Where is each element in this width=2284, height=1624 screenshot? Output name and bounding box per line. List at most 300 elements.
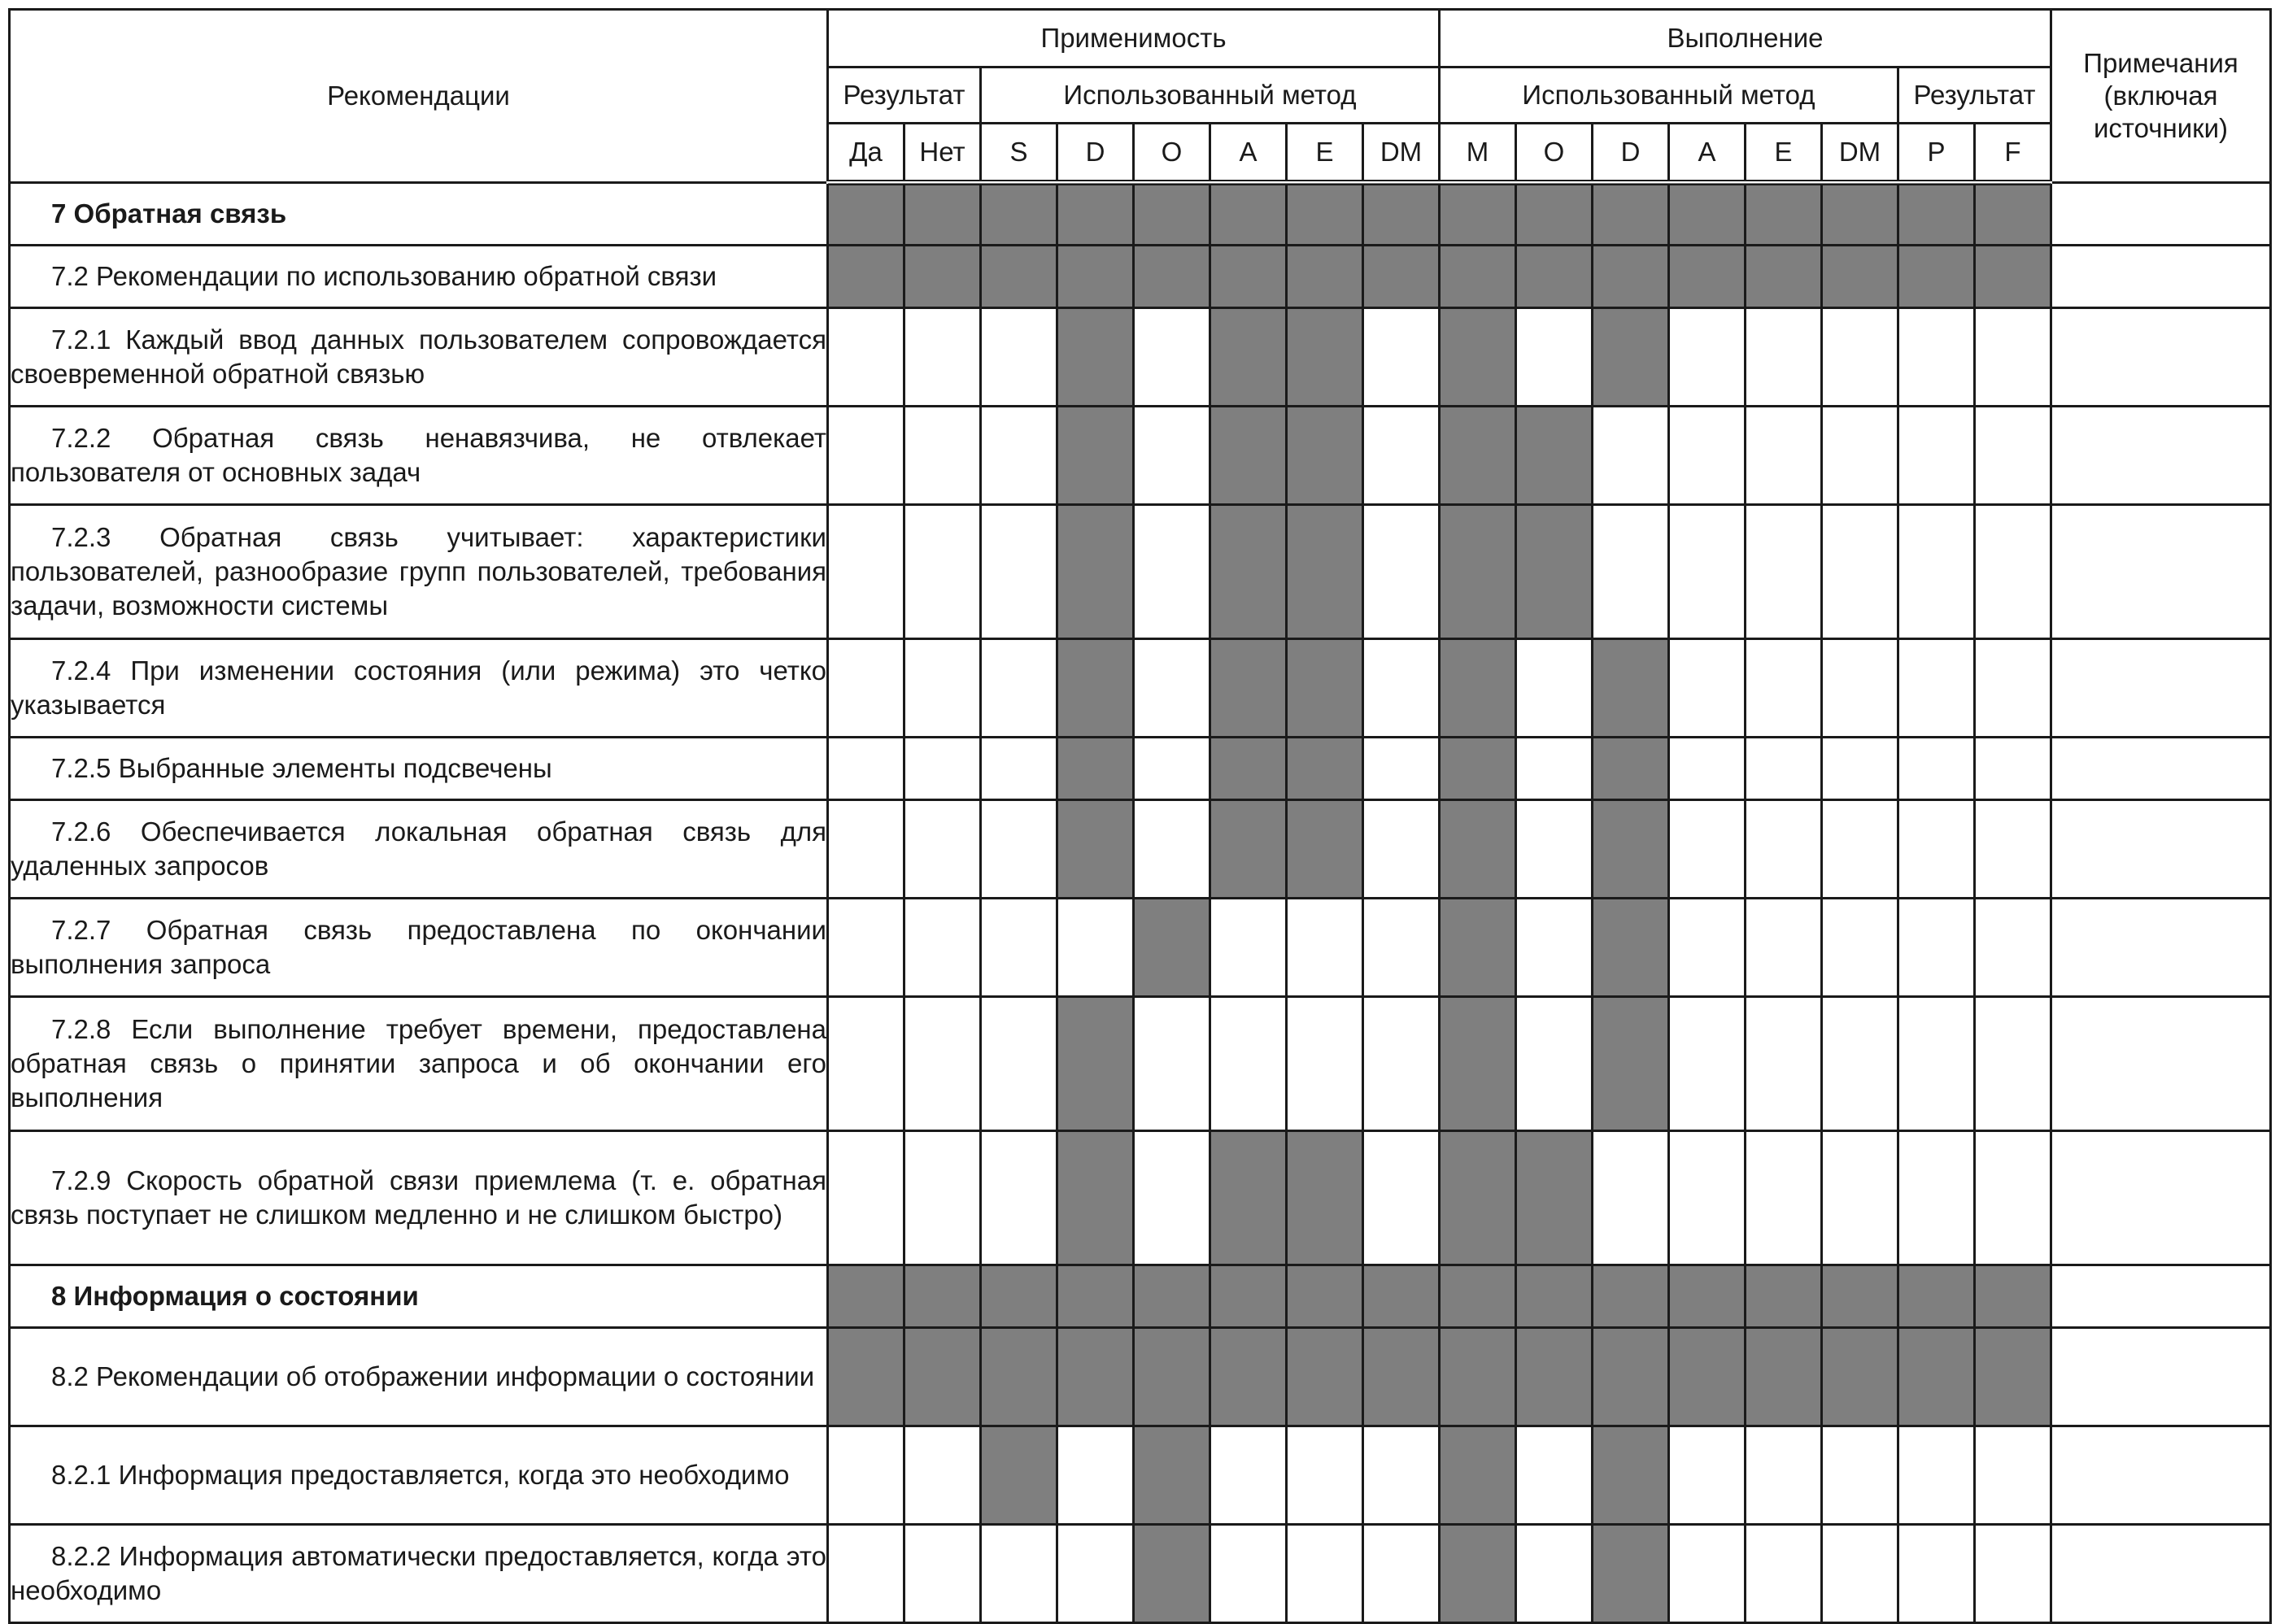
shaded-cell-app-d: [1057, 1328, 1134, 1426]
shaded-cell-exe-o: [1516, 1328, 1593, 1426]
mark-cell-exe-e[interactable]: [1746, 407, 1822, 505]
recommendation-cell: [10, 738, 828, 800]
col-header-exe-m: M: [1440, 124, 1516, 183]
table-row: [10, 899, 2271, 997]
shaded-cell-app-no: [904, 1265, 981, 1328]
mark-cell-app-dm[interactable]: [1363, 738, 1440, 800]
mark-cell-app-yes[interactable]: [828, 738, 904, 800]
mark-cell-exe-f[interactable]: [1975, 308, 2051, 407]
col-header-exe-d: D: [1593, 124, 1669, 183]
mark-cell-exe-p[interactable]: [1898, 407, 1975, 505]
col-header-exe-a: A: [1669, 124, 1746, 183]
mark-cell-app-dm[interactable]: [1363, 505, 1440, 639]
shaded-cell-app-a: [1210, 246, 1287, 308]
recommendation-cell: [10, 1426, 828, 1525]
mark-cell-app-dm[interactable]: [1363, 1426, 1440, 1525]
shaded-cell-exe-m: [1440, 1426, 1516, 1525]
shaded-cell-exe-dm: [1822, 1265, 1898, 1328]
execution-header: Выполнение: [1440, 10, 2051, 67]
mark-cell-exe-a[interactable]: [1669, 899, 1746, 997]
mark-cell-exe-a[interactable]: [1669, 800, 1746, 899]
mark-cell-exe-dm[interactable]: [1822, 899, 1898, 997]
mark-cell-exe-o[interactable]: [1516, 308, 1593, 407]
recommendation-cell: [10, 407, 828, 505]
recommendation-cell: [10, 899, 828, 997]
shaded-cell-exe-m: [1440, 1328, 1516, 1426]
mark-cell-app-o[interactable]: [1134, 738, 1210, 800]
mark-cell-exe-e[interactable]: [1746, 738, 1822, 800]
execution-result-header: Результат: [1898, 67, 2051, 124]
shaded-cell-exe-m: [1440, 246, 1516, 308]
shaded-cell-exe-o: [1516, 505, 1593, 639]
table-row: [10, 639, 2271, 738]
shaded-cell-exe-d: [1593, 639, 1669, 738]
mark-cell-exe-o[interactable]: [1516, 997, 1593, 1131]
shaded-cell-exe-dm: [1822, 183, 1898, 246]
mark-cell-exe-dm[interactable]: [1822, 997, 1898, 1131]
mark-cell-exe-a[interactable]: [1669, 505, 1746, 639]
mark-cell-exe-e[interactable]: [1746, 1525, 1822, 1623]
mark-cell-app-no[interactable]: [904, 308, 981, 407]
shaded-cell-app-a: [1210, 1265, 1287, 1328]
mark-cell-app-o[interactable]: [1134, 1131, 1210, 1265]
mark-cell-app-dm[interactable]: [1363, 899, 1440, 997]
mark-cell-app-no[interactable]: [904, 407, 981, 505]
table-row: [10, 997, 2271, 1131]
shaded-cell-exe-d: [1593, 1328, 1669, 1426]
mark-cell-exe-dm[interactable]: [1822, 407, 1898, 505]
recommendation-text: 8 Информация о состоянии: [51, 1281, 419, 1311]
mark-cell-exe-dm[interactable]: [1822, 505, 1898, 639]
recommendation-text: 7.2.3 Обратная связь учитывает: характеристики пользователей, разнообразие групп пользователей, требования задачи, возможности системы: [11, 522, 826, 620]
col-header-app-o: O: [1134, 124, 1210, 183]
mark-cell-app-yes[interactable]: [828, 800, 904, 899]
shaded-cell-exe-m: [1440, 407, 1516, 505]
mark-cell-exe-o[interactable]: [1516, 639, 1593, 738]
notes-cell[interactable]: [2051, 183, 2271, 246]
shaded-cell-app-o: [1134, 1426, 1210, 1525]
shaded-cell-app-a: [1210, 738, 1287, 800]
mark-cell-exe-e[interactable]: [1746, 505, 1822, 639]
mark-cell-exe-p[interactable]: [1898, 308, 1975, 407]
shaded-cell-app-a: [1210, 1328, 1287, 1426]
mark-cell-exe-o[interactable]: [1516, 1525, 1593, 1623]
shaded-cell-app-s: [981, 1265, 1057, 1328]
mark-cell-exe-p[interactable]: [1898, 505, 1975, 639]
mark-cell-app-no[interactable]: [904, 997, 981, 1131]
mark-cell-exe-o[interactable]: [1516, 738, 1593, 800]
shaded-cell-app-o: [1134, 1525, 1210, 1623]
shaded-cell-app-e: [1287, 1328, 1363, 1426]
mark-cell-app-d[interactable]: [1057, 1525, 1134, 1623]
mark-cell-exe-e[interactable]: [1746, 899, 1822, 997]
shaded-cell-app-yes: [828, 246, 904, 308]
recommendation-text: 7.2.2 Обратная связь ненавязчива, не отвлекает пользователя от основных задач: [11, 423, 826, 487]
mark-cell-exe-p[interactable]: [1898, 997, 1975, 1131]
mark-cell-exe-a[interactable]: [1669, 639, 1746, 738]
mark-cell-app-d[interactable]: [1057, 899, 1134, 997]
shaded-cell-app-d: [1057, 800, 1134, 899]
mark-cell-app-s[interactable]: [981, 1525, 1057, 1623]
mark-cell-exe-p[interactable]: [1898, 1131, 1975, 1265]
mark-cell-exe-a[interactable]: [1669, 1131, 1746, 1265]
recommendation-text: 7.2.8 Если выполнение требует времени, предоставлена обратная связь о принятии запроса и об окончании его выполнения: [11, 1014, 826, 1112]
recommendation-cell: [10, 997, 828, 1131]
recommendation-text: 7.2.9 Скорость обратной связи приемлема (т. е. обратная связь поступает не слишком медленно и не слишком быстро): [11, 1165, 826, 1230]
mark-cell-exe-dm[interactable]: [1822, 1525, 1898, 1623]
mark-cell-exe-dm[interactable]: [1822, 800, 1898, 899]
recommendation-cell: [10, 505, 828, 639]
mark-cell-app-e[interactable]: [1287, 997, 1363, 1131]
mark-cell-exe-e[interactable]: [1746, 308, 1822, 407]
mark-cell-exe-dm[interactable]: [1822, 738, 1898, 800]
mark-cell-app-no[interactable]: [904, 1525, 981, 1623]
shaded-cell-app-e: [1287, 800, 1363, 899]
mark-cell-app-yes[interactable]: [828, 997, 904, 1131]
mark-cell-app-dm[interactable]: [1363, 407, 1440, 505]
mark-cell-app-o[interactable]: [1134, 407, 1210, 505]
shaded-cell-app-d: [1057, 997, 1134, 1131]
shaded-cell-exe-o: [1516, 183, 1593, 246]
shaded-cell-exe-f: [1975, 1265, 2051, 1328]
mark-cell-app-no[interactable]: [904, 1131, 981, 1265]
mark-cell-exe-d[interactable]: [1593, 505, 1669, 639]
mark-cell-app-a[interactable]: [1210, 997, 1287, 1131]
recommendation-cell: [10, 308, 828, 407]
notes-cell[interactable]: [2051, 407, 2271, 505]
shaded-cell-exe-a: [1669, 183, 1746, 246]
shaded-cell-app-s: [981, 1426, 1057, 1525]
shaded-cell-app-d: [1057, 183, 1134, 246]
shaded-cell-app-a: [1210, 407, 1287, 505]
shaded-cell-exe-m: [1440, 997, 1516, 1131]
applicability-header: Применимость: [828, 10, 1440, 67]
mark-cell-app-s[interactable]: [981, 800, 1057, 899]
shaded-cell-app-d: [1057, 505, 1134, 639]
notes-cell[interactable]: [2051, 1131, 2271, 1265]
table-row: [10, 1525, 2271, 1623]
mark-cell-app-e[interactable]: [1287, 899, 1363, 997]
table-row: [10, 1426, 2271, 1525]
notes-cell[interactable]: [2051, 997, 2271, 1131]
shaded-cell-app-s: [981, 183, 1057, 246]
mark-cell-app-s[interactable]: [981, 738, 1057, 800]
shaded-cell-app-e: [1287, 639, 1363, 738]
mark-cell-app-no[interactable]: [904, 505, 981, 639]
mark-cell-app-o[interactable]: [1134, 505, 1210, 639]
mark-cell-exe-p[interactable]: [1898, 738, 1975, 800]
shaded-cell-exe-a: [1669, 1328, 1746, 1426]
shaded-cell-exe-f: [1975, 246, 2051, 308]
shaded-cell-app-no: [904, 183, 981, 246]
col-header-app-e: E: [1287, 124, 1363, 183]
mark-cell-exe-e[interactable]: [1746, 997, 1822, 1131]
notes-cell[interactable]: [2051, 1426, 2271, 1525]
table-row: [10, 738, 2271, 800]
applicability-result-header: Результат: [828, 67, 981, 124]
recommendation-cell: [10, 800, 828, 899]
shaded-cell-exe-d: [1593, 738, 1669, 800]
mark-cell-exe-o[interactable]: [1516, 800, 1593, 899]
shaded-cell-exe-e: [1746, 1265, 1822, 1328]
mark-cell-app-no[interactable]: [904, 738, 981, 800]
shaded-cell-app-e: [1287, 1131, 1363, 1265]
mark-cell-app-s[interactable]: [981, 308, 1057, 407]
mark-cell-exe-f[interactable]: [1975, 899, 2051, 997]
mark-cell-app-d[interactable]: [1057, 1426, 1134, 1525]
mark-cell-exe-f[interactable]: [1975, 505, 2051, 639]
mark-cell-app-yes[interactable]: [828, 407, 904, 505]
recommendation-text: 7.2.4 При изменении состояния (или режима) это четко указывается: [11, 655, 826, 720]
notes-cell[interactable]: [2051, 800, 2271, 899]
shaded-cell-exe-m: [1440, 1525, 1516, 1623]
mark-cell-exe-f[interactable]: [1975, 639, 2051, 738]
mark-cell-app-no[interactable]: [904, 639, 981, 738]
mark-cell-app-dm[interactable]: [1363, 997, 1440, 1131]
recommendation-cell: [10, 1131, 828, 1265]
mark-cell-exe-f[interactable]: [1975, 1131, 2051, 1265]
shaded-cell-exe-a: [1669, 246, 1746, 308]
mark-cell-exe-p[interactable]: [1898, 1525, 1975, 1623]
mark-cell-app-no[interactable]: [904, 899, 981, 997]
shaded-cell-exe-m: [1440, 308, 1516, 407]
mark-cell-app-yes[interactable]: [828, 639, 904, 738]
shaded-cell-exe-m: [1440, 183, 1516, 246]
mark-cell-exe-dm[interactable]: [1822, 1426, 1898, 1525]
mark-cell-exe-f[interactable]: [1975, 1525, 2051, 1623]
recommendation-text: 8.2 Рекомендации об отображении информации о состоянии: [51, 1361, 815, 1391]
shaded-cell-app-e: [1287, 738, 1363, 800]
shaded-cell-exe-f: [1975, 1328, 2051, 1426]
recommendation-cell: [10, 639, 828, 738]
shaded-cell-exe-f: [1975, 183, 2051, 246]
recommendations-header: Рекомендации: [10, 10, 828, 183]
mark-cell-exe-a[interactable]: [1669, 997, 1746, 1131]
shaded-cell-app-o: [1134, 183, 1210, 246]
shaded-cell-app-e: [1287, 308, 1363, 407]
shaded-cell-app-d: [1057, 639, 1134, 738]
recommendation-cell: [10, 1265, 828, 1328]
notes-cell[interactable]: [2051, 1328, 2271, 1426]
mark-cell-app-yes[interactable]: [828, 1525, 904, 1623]
shaded-cell-exe-d: [1593, 899, 1669, 997]
mark-cell-exe-d[interactable]: [1593, 407, 1669, 505]
shaded-cell-app-d: [1057, 407, 1134, 505]
mark-cell-app-yes[interactable]: [828, 899, 904, 997]
mark-cell-app-dm[interactable]: [1363, 308, 1440, 407]
mark-cell-app-yes[interactable]: [828, 308, 904, 407]
mark-cell-exe-a[interactable]: [1669, 308, 1746, 407]
mark-cell-app-yes[interactable]: [828, 1426, 904, 1525]
shaded-cell-app-e: [1287, 246, 1363, 308]
mark-cell-app-s[interactable]: [981, 899, 1057, 997]
recommendation-text: 7.2.1 Каждый ввод данных пользователем сопровождается своевременной обратной связью: [11, 324, 826, 389]
shaded-cell-app-dm: [1363, 1328, 1440, 1426]
mark-cell-app-dm[interactable]: [1363, 639, 1440, 738]
recommendation-text: 7.2.6 Обеспечивается локальная обратная связь для удаленных запросов: [11, 816, 826, 881]
notes-cell[interactable]: [2051, 1265, 2271, 1328]
notes-cell[interactable]: [2051, 639, 2271, 738]
table-row: [10, 505, 2271, 639]
mark-cell-exe-e[interactable]: [1746, 800, 1822, 899]
shaded-cell-exe-dm: [1822, 1328, 1898, 1426]
col-header-exe-o: O: [1516, 124, 1593, 183]
mark-cell-exe-a[interactable]: [1669, 1525, 1746, 1623]
shaded-cell-app-o: [1134, 1328, 1210, 1426]
mark-cell-app-a[interactable]: [1210, 1525, 1287, 1623]
notes-cell[interactable]: [2051, 1525, 2271, 1623]
mark-cell-exe-o[interactable]: [1516, 1426, 1593, 1525]
mark-cell-app-o[interactable]: [1134, 997, 1210, 1131]
shaded-cell-exe-d: [1593, 800, 1669, 899]
mark-cell-app-dm[interactable]: [1363, 1131, 1440, 1265]
mark-cell-exe-d[interactable]: [1593, 1131, 1669, 1265]
mark-cell-exe-f[interactable]: [1975, 997, 2051, 1131]
mark-cell-app-o[interactable]: [1134, 800, 1210, 899]
shaded-cell-exe-o: [1516, 246, 1593, 308]
notes-header: Примечания (включая источники): [2051, 10, 2271, 183]
shaded-cell-app-e: [1287, 407, 1363, 505]
mark-cell-app-o[interactable]: [1134, 308, 1210, 407]
shaded-cell-exe-o: [1516, 1131, 1593, 1265]
recommendation-text: 7 Обратная связь: [51, 198, 287, 229]
mark-cell-exe-f[interactable]: [1975, 738, 2051, 800]
mark-cell-app-s[interactable]: [981, 407, 1057, 505]
shaded-cell-app-d: [1057, 308, 1134, 407]
notes-cell[interactable]: [2051, 738, 2271, 800]
mark-cell-app-e[interactable]: [1287, 1525, 1363, 1623]
shaded-cell-exe-p: [1898, 183, 1975, 246]
table-row: [10, 407, 2271, 505]
recommendations-checklist-table: [8, 8, 2272, 1624]
col-header-exe-dm: DM: [1822, 124, 1898, 183]
mark-cell-exe-o[interactable]: [1516, 899, 1593, 997]
mark-cell-app-yes[interactable]: [828, 505, 904, 639]
shaded-cell-app-a: [1210, 308, 1287, 407]
notes-cell[interactable]: [2051, 899, 2271, 997]
mark-cell-app-dm[interactable]: [1363, 800, 1440, 899]
shaded-cell-exe-o: [1516, 407, 1593, 505]
mark-cell-exe-e[interactable]: [1746, 1426, 1822, 1525]
document-page: [8, 8, 2272, 1624]
shaded-cell-app-e: [1287, 183, 1363, 246]
mark-cell-exe-f[interactable]: [1975, 407, 2051, 505]
shaded-cell-app-o: [1134, 246, 1210, 308]
col-header-exe-e: E: [1746, 124, 1822, 183]
table-row: [10, 800, 2271, 899]
shaded-cell-exe-d: [1593, 1426, 1669, 1525]
shaded-cell-app-a: [1210, 639, 1287, 738]
recommendation-text: 7.2.7 Обратная связь предоставлена по окончании выполнения запроса: [11, 915, 826, 979]
shaded-cell-app-s: [981, 1328, 1057, 1426]
mark-cell-exe-f[interactable]: [1975, 800, 2051, 899]
mark-cell-app-s[interactable]: [981, 639, 1057, 738]
shaded-cell-app-e: [1287, 505, 1363, 639]
recommendation-text: 8.2.1 Информация предоставляется, когда это необходимо: [51, 1460, 790, 1490]
mark-cell-exe-a[interactable]: [1669, 738, 1746, 800]
shaded-cell-exe-m: [1440, 639, 1516, 738]
execution-method-header: Использованный метод: [1440, 67, 1898, 124]
mark-cell-exe-dm[interactable]: [1822, 639, 1898, 738]
col-header-app-yes: Да: [828, 124, 904, 183]
mark-cell-app-s[interactable]: [981, 1131, 1057, 1265]
shaded-cell-app-a: [1210, 800, 1287, 899]
mark-cell-app-dm[interactable]: [1363, 1525, 1440, 1623]
col-header-app-no: Нет: [904, 124, 981, 183]
recommendation-cell: [10, 246, 828, 308]
shaded-cell-exe-dm: [1822, 246, 1898, 308]
shaded-cell-exe-d: [1593, 997, 1669, 1131]
mark-cell-app-no[interactable]: [904, 1426, 981, 1525]
mark-cell-app-yes[interactable]: [828, 1131, 904, 1265]
shaded-cell-app-yes: [828, 183, 904, 246]
shaded-cell-app-d: [1057, 246, 1134, 308]
mark-cell-exe-e[interactable]: [1746, 1131, 1822, 1265]
section-row: [10, 1265, 2271, 1328]
shaded-cell-app-o: [1134, 1265, 1210, 1328]
shaded-cell-exe-d: [1593, 1525, 1669, 1623]
shaded-cell-exe-d: [1593, 246, 1669, 308]
shaded-cell-app-d: [1057, 1265, 1134, 1328]
notes-cell[interactable]: [2051, 308, 2271, 407]
col-header-app-dm: DM: [1363, 124, 1440, 183]
shaded-cell-exe-p: [1898, 246, 1975, 308]
mark-cell-exe-p[interactable]: [1898, 1426, 1975, 1525]
shaded-cell-app-no: [904, 1328, 981, 1426]
mark-cell-exe-e[interactable]: [1746, 639, 1822, 738]
shaded-cell-exe-d: [1593, 1265, 1669, 1328]
table-row: [10, 1131, 2271, 1265]
shaded-cell-app-s: [981, 246, 1057, 308]
mark-cell-exe-dm[interactable]: [1822, 1131, 1898, 1265]
mark-cell-exe-f[interactable]: [1975, 1426, 2051, 1525]
shaded-cell-app-o: [1134, 899, 1210, 997]
shaded-cell-app-dm: [1363, 1265, 1440, 1328]
shaded-cell-exe-m: [1440, 1265, 1516, 1328]
col-header-app-d: D: [1057, 124, 1134, 183]
col-header-app-s: S: [981, 124, 1057, 183]
section-row: [10, 183, 2271, 246]
shaded-cell-exe-e: [1746, 1328, 1822, 1426]
mark-cell-app-no[interactable]: [904, 800, 981, 899]
mark-cell-exe-a[interactable]: [1669, 1426, 1746, 1525]
shaded-cell-app-a: [1210, 505, 1287, 639]
shaded-cell-app-a: [1210, 183, 1287, 246]
shaded-cell-exe-m: [1440, 505, 1516, 639]
mark-cell-exe-a[interactable]: [1669, 407, 1746, 505]
notes-cell[interactable]: [2051, 246, 2271, 308]
mark-cell-app-o[interactable]: [1134, 639, 1210, 738]
mark-cell-exe-p[interactable]: [1898, 899, 1975, 997]
mark-cell-app-a[interactable]: [1210, 1426, 1287, 1525]
shaded-cell-exe-p: [1898, 1328, 1975, 1426]
mark-cell-exe-p[interactable]: [1898, 639, 1975, 738]
table-row: [10, 246, 2271, 308]
mark-cell-exe-dm[interactable]: [1822, 308, 1898, 407]
mark-cell-app-s[interactable]: [981, 505, 1057, 639]
mark-cell-exe-p[interactable]: [1898, 800, 1975, 899]
shaded-cell-exe-m: [1440, 1131, 1516, 1265]
notes-cell[interactable]: [2051, 505, 2271, 639]
mark-cell-app-e[interactable]: [1287, 1426, 1363, 1525]
table-row: [10, 308, 2271, 407]
shaded-cell-exe-m: [1440, 899, 1516, 997]
mark-cell-app-a[interactable]: [1210, 899, 1287, 997]
recommendation-text: 7.2 Рекомендации по использованию обратной связи: [51, 261, 717, 291]
mark-cell-app-s[interactable]: [981, 997, 1057, 1131]
shaded-cell-app-a: [1210, 1131, 1287, 1265]
col-header-exe-f: F: [1975, 124, 2051, 183]
